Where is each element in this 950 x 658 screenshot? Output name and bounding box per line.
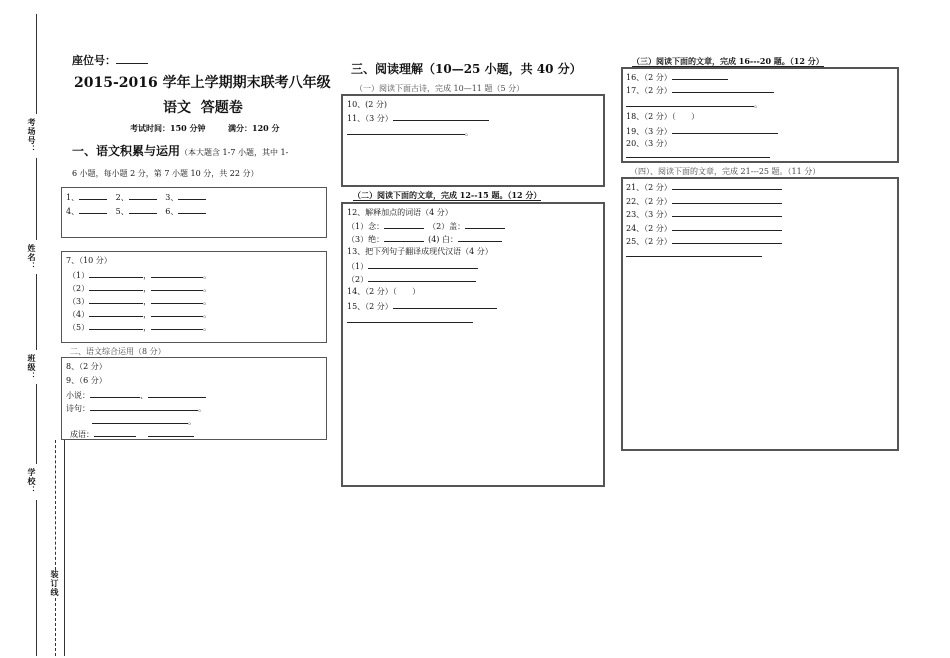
section1-note2: 6 小题，每小题 2 分，第 7 小题 10 分，共 22 分） (72, 169, 259, 178)
poem-answer[interactable] (92, 415, 188, 424)
section1-heading (72, 141, 337, 183)
novel-answer[interactable] (90, 389, 140, 398)
q8-9-box (61, 357, 327, 440)
q7-row-label: （1） (68, 271, 90, 280)
comma: ， (143, 323, 152, 332)
q3-label: 3、 (165, 193, 179, 202)
q7-answer[interactable] (151, 282, 203, 291)
binding-line-outer (36, 14, 37, 114)
q11-label: 11、（3 分） (347, 114, 393, 123)
q4-label: 4、 (66, 207, 80, 216)
q23-answer[interactable] (672, 208, 782, 217)
q1-label: 1、 (66, 193, 80, 202)
q25-answer[interactable] (672, 235, 782, 244)
q12-1-label: （1）念： (347, 222, 385, 231)
q25-answer[interactable] (626, 256, 762, 257)
q3-answer[interactable] (178, 191, 206, 200)
q7-answer[interactable] (151, 321, 203, 330)
q11-answer[interactable] (393, 112, 489, 121)
q24-answer[interactable] (672, 222, 782, 231)
comma: ， (143, 310, 152, 319)
q7-row-label: （3） (68, 297, 90, 306)
q13-1-answer[interactable] (368, 260, 478, 269)
binding-line-outer (36, 274, 37, 350)
q12-3-label: （3）绝： (347, 235, 385, 244)
q23-label: 23、（3 分） (626, 210, 672, 219)
seat-label: 座位号： (72, 54, 116, 67)
q7-answer[interactable] (151, 308, 203, 317)
period: 。 (198, 404, 206, 413)
exam-no-label: 考场号： (27, 118, 37, 154)
q7-answer[interactable] (89, 295, 143, 304)
q12-4-answer[interactable] (458, 233, 502, 242)
idiom-answer[interactable] (94, 428, 136, 437)
q15-answer[interactable] (347, 314, 473, 323)
q7-row-label: （5） (68, 323, 90, 332)
idiom-label: 成语： (70, 430, 94, 439)
q6-label: 6、 (165, 207, 179, 216)
q5-answer[interactable] (129, 205, 157, 214)
binding-line-outer (36, 500, 37, 656)
q13-2-answer[interactable] (368, 273, 476, 282)
section1-note: （本大题含 1-7 小题，其中 1- (180, 148, 289, 157)
q25-label: 25、（2 分） (626, 237, 672, 246)
q12-label: 12、解释加点的词语（4 分） (347, 208, 453, 217)
comma: ， (143, 297, 152, 306)
q7-label: 7、（10 分） (66, 256, 112, 265)
part3-heading (632, 56, 824, 67)
exam-time: 考试时间：150 分钟 (130, 123, 206, 133)
q7-answer[interactable] (151, 269, 203, 278)
q21-answer[interactable] (672, 181, 782, 190)
novel-label: 小说： (66, 391, 90, 400)
q7-row-label: （2） (68, 284, 90, 293)
q17-answer[interactable] (626, 98, 754, 107)
q10-11-box (341, 94, 605, 187)
q22-answer[interactable] (672, 195, 782, 204)
comma: ， (143, 284, 152, 293)
q16-answer[interactable] (672, 71, 728, 80)
q6-answer[interactable] (178, 205, 206, 214)
full-score: 满分：120 分 (228, 123, 280, 133)
dun-mark: 、 (140, 391, 148, 400)
section3-title: 三、阅读理解（10—25 小题，共 40 分） (351, 62, 582, 76)
q5-label: 5、 (115, 207, 129, 216)
q14-label: 14、（2 分）（ ） (347, 287, 421, 296)
poem-answer[interactable] (90, 402, 198, 411)
q12-15-box (341, 202, 605, 487)
q19-answer[interactable] (672, 125, 778, 134)
q2-label: 2、 (115, 193, 129, 202)
q7-answer[interactable] (89, 269, 143, 278)
q12-2-label: （2）盖： (428, 222, 466, 231)
q20-answer[interactable] (626, 157, 770, 158)
binding-line-outer (36, 384, 37, 464)
period: 。 (465, 128, 473, 137)
q13-2-label: （2） (347, 275, 369, 284)
period: 。 (203, 310, 212, 319)
seat-row (72, 52, 148, 68)
comma: ， (143, 271, 152, 280)
page-subtitle: 语文 答题卷 (163, 100, 243, 116)
q7-box (61, 251, 327, 343)
q8-label: 8、（2 分） (66, 362, 107, 371)
binding-label: 装订线 (50, 570, 60, 597)
q22-label: 22、（2 分） (626, 197, 672, 206)
q12-4-label: (4) 白： (428, 235, 458, 244)
q13-1-label: （1） (347, 262, 369, 271)
q7-answer[interactable] (151, 295, 203, 304)
period: 。 (188, 417, 196, 426)
q16-label: 16、（2 分） (626, 73, 672, 82)
period: 。 (203, 271, 212, 280)
q12-2-answer[interactable] (465, 220, 505, 229)
q7-row-label: （4） (68, 310, 90, 319)
period: 。 (203, 284, 212, 293)
binding-line-inner (64, 440, 65, 656)
part4-heading: （四）、阅读下面的文章，完成 21---25 题。（11 分） (630, 167, 821, 176)
q7-answer[interactable] (89, 308, 143, 317)
part1-label: （一）阅读下面古诗，完成 10—11 题（5 分） (355, 84, 525, 93)
q20-label: 20、（3 分） (626, 139, 672, 148)
period: 。 (203, 297, 212, 306)
q7-answer[interactable] (89, 282, 143, 291)
q2-answer[interactable] (129, 191, 157, 200)
q15-label: 15、（2 分） (347, 302, 393, 311)
q19-label: 19、（3 分） (626, 127, 672, 136)
q1-6-box (61, 187, 327, 238)
section1-title: 一、语文积累与运用 (72, 144, 181, 158)
q21-label: 21、（2 分） (626, 183, 672, 192)
q11-answer[interactable] (347, 126, 465, 135)
q4-answer[interactable] (79, 205, 107, 214)
q1-answer[interactable] (79, 191, 107, 200)
school-label: 学校： (27, 468, 37, 495)
binding-dash-line (55, 440, 56, 570)
q17-label: 17、（2 分） (626, 86, 672, 95)
q18-label: 18、（2 分）（ ） (626, 112, 700, 121)
q17-answer[interactable] (672, 84, 774, 93)
q9-label: 9、（6 分） (66, 376, 107, 385)
q15-answer[interactable] (393, 300, 497, 309)
part2-label: 二、语文综合运用（8 分） (70, 347, 166, 356)
idiom-answer[interactable] (148, 428, 194, 437)
name-label: 姓名： (27, 244, 37, 271)
q12-1-answer[interactable] (384, 220, 424, 229)
page-title: 2015-2016 学年上学期期末联考八年级 (74, 75, 331, 91)
binding-line-outer (36, 158, 37, 240)
part3-text: （三）阅读下面的文章，完成 16---20 题。（12 分） (632, 56, 824, 66)
part2-heading (353, 190, 541, 201)
class-label: 班级： (27, 354, 37, 381)
period: 。 (203, 323, 212, 332)
q13-label: 13、把下列句子翻译成现代汉语（4 分） (347, 247, 493, 256)
seat-field[interactable] (116, 55, 148, 64)
q10-label: 10、(2 分) (347, 100, 388, 109)
binding-dash-line (55, 598, 56, 656)
poem-label: 诗句： (66, 404, 90, 413)
q16-20-box (621, 67, 899, 163)
q12-3-answer[interactable] (384, 233, 424, 242)
part2-text: （二）阅读下面的文章，完成 12--15 题。（12 分） (353, 190, 542, 200)
q7-answer[interactable] (89, 321, 143, 330)
novel-answer[interactable] (148, 389, 206, 398)
q21-25-box (621, 177, 899, 451)
q24-label: 24、（2 分） (626, 224, 672, 233)
period: 。 (754, 100, 762, 109)
